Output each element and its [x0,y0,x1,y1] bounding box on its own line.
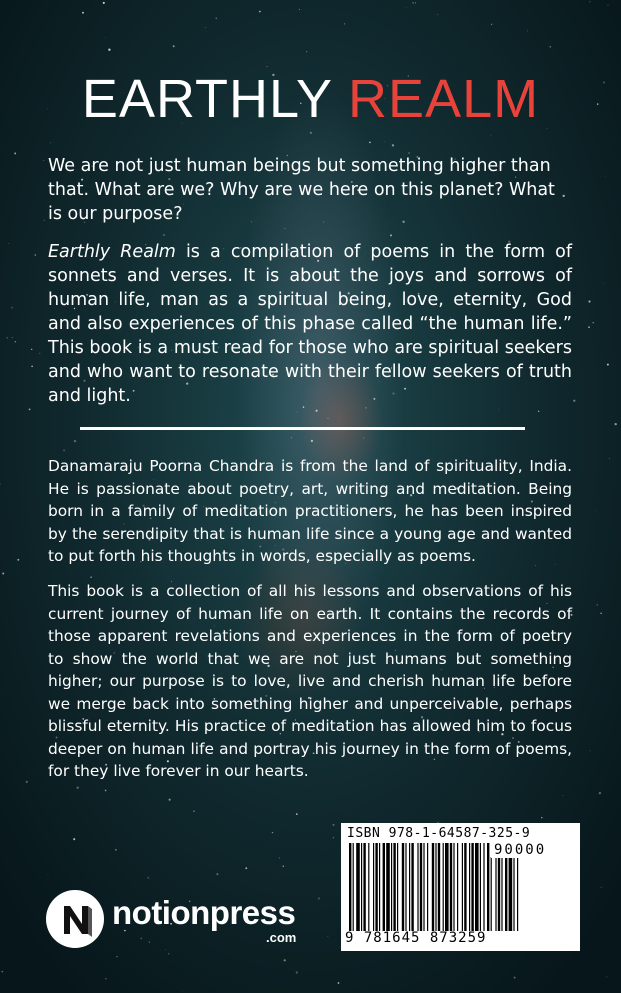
barcode-bar [368,843,369,931]
star [514,977,516,979]
star [328,418,329,419]
barcode-bar [391,843,392,931]
star [609,458,610,459]
barcode-bar [375,843,377,931]
star [1,971,3,973]
star [8,243,9,244]
barcode-bar [457,843,458,931]
star [600,613,601,614]
star [11,307,13,309]
barcode-bar [379,843,380,931]
star [406,7,407,8]
star [31,349,32,350]
barcode-bar [471,843,473,931]
star [549,46,551,48]
star [363,438,364,439]
star [77,787,79,789]
star [369,141,371,143]
star [168,953,169,954]
star [310,132,312,134]
description-paragraph [48,240,572,408]
star [259,11,261,13]
star [316,410,318,412]
barcode-bar [491,857,492,931]
star [216,18,217,19]
star [282,865,284,867]
barcode-bar [445,843,449,931]
book-summary-paragraph: This book is a collection of all his lessons and observations of his current journey of human life on earth. It contains the records of those apparent revelations and experiences in the form of poetry to show the world that we are not just humans but something higher; our purpose is to love, live and cherish human life before we merge back into something higher and unperceivable, perhaps blissful eternity. His practice of meditation has allowed him to focus deeper on human life and portray his journey in the form of poems, for they live forever in our hearts. [48,582,572,780]
star [538,411,539,412]
star [338,982,340,984]
star [595,510,596,511]
book-title [0,68,621,130]
star [573,400,575,402]
description-text: is a compilation of poems in the form of sonnets and verses. It is about the joys and sorrows of human life, man as a spiritual being, love, eternity, God and also experiences of this phase called “the human life.” This book is a must read for those who are spiritual seekers and who want to resonate with their fellow seekers of truth and light. [48,242,572,406]
star [267,66,268,67]
barcode-bar [402,843,404,931]
star [597,604,598,605]
barcode-bar [517,857,518,931]
barcode-bar [417,843,418,931]
star [108,49,110,51]
star [26,781,28,783]
star [44,220,45,221]
barcode-bar [483,843,484,931]
star [193,810,194,811]
star [599,792,601,794]
barcode-bar [469,843,470,931]
star [392,144,394,146]
barcode-bar [453,843,454,931]
star [344,23,345,24]
star [103,2,105,4]
barcode-bar [464,843,466,931]
star [104,37,105,38]
publisher-logo [46,890,306,950]
star [50,142,51,143]
star [14,152,16,154]
barcode-bar [423,843,424,931]
star [608,5,609,6]
star [279,857,280,858]
star [328,936,329,937]
isbn-text: ISBN 978-1-64587-325-9 [347,826,531,841]
star [216,873,218,875]
barcode-bar [409,843,410,931]
star [105,978,106,979]
star [593,322,594,323]
star [205,27,206,28]
barcode-bar [373,843,374,931]
star [2,573,4,575]
intro-paragraph: We are not just human beings but something higher than that. What are we? Why are we here on this planet? What is our purpose? [48,156,555,224]
star [390,234,392,236]
star [29,408,31,410]
star [296,971,298,973]
barcode-bar [432,843,434,931]
barcode-bar [361,843,362,931]
star [615,423,617,425]
publisher-domain: .com [266,930,297,945]
barcode-bar [480,843,481,931]
star [311,440,313,442]
barcode-digits: 9 781645 873259 [345,930,487,946]
star [588,326,590,328]
barcode-bar [462,843,463,931]
star [603,283,604,284]
star [163,234,165,236]
star [606,976,607,977]
barcode-bar [487,843,489,931]
star [541,817,542,818]
barcode-bar [450,843,452,931]
star [291,437,292,438]
star [15,341,17,343]
barcode-bar [393,843,395,931]
star [589,1,590,2]
barcode-bar [475,843,479,931]
star [588,300,590,302]
star [115,849,117,851]
star [562,795,563,796]
star [498,409,499,410]
star [48,875,49,876]
star [285,228,286,229]
star [607,364,609,366]
star [284,959,286,961]
title-part-realm: REALM [348,69,540,129]
star [590,750,591,751]
barcode-bar [349,843,351,931]
barcode-bar [509,857,513,931]
star [296,813,298,815]
barcode-bar [498,857,500,931]
star [31,366,32,367]
star [183,991,184,992]
star [74,440,76,442]
star [605,176,606,177]
barcode-bar [383,843,385,931]
barcode-bar [356,843,360,931]
star [43,160,44,161]
star [82,12,84,14]
star [297,411,298,412]
star [116,956,117,957]
barcode-bar [411,843,413,931]
star [245,867,247,869]
star [35,254,37,256]
barcode-bar [405,843,406,931]
star [0,483,1,484]
barcode-bar [386,843,390,931]
barcode-bar [501,857,502,931]
barcode-bar [495,857,496,931]
star [17,559,19,561]
star [415,2,416,3]
star [490,135,491,136]
publisher-name: notionpress [112,894,296,931]
star [90,576,92,578]
star [527,31,528,32]
star [6,337,8,339]
barcode-bar [420,843,422,931]
barcode-bar [427,843,428,931]
star [272,832,273,833]
star [332,824,334,826]
notionpress-logo-icon [46,890,104,948]
star [318,897,320,899]
barcode-bar [363,843,365,931]
star [173,45,175,47]
barcode-bar [513,857,514,931]
star [333,837,334,838]
star [384,141,385,142]
barcode-bar [435,843,436,931]
author-bio-paragraph: Danamaraju Poorna Chandra is from the land of spirituality, India. He is passionate about poetry, art, writing and meditation. Being born in a family of meditation practitioners, he has been inspired by the serendipity that is human life since a young age and wanted to put forth his thoughts in words, especially as poems. [48,457,572,565]
star [306,51,307,52]
section-divider [80,427,525,430]
star [437,14,438,15]
star [73,838,75,840]
price-code: 90000 [491,842,549,858]
star [412,2,413,3]
description-book-name: Earthly Realm [48,242,176,262]
barcode-bar [438,843,440,931]
star [299,9,300,10]
star [39,353,40,354]
star [105,790,107,792]
barcode-bar [397,843,398,931]
star [63,449,65,451]
star [601,887,602,888]
barcode-bar [505,857,507,931]
barcode-bar [353,843,354,931]
isbn-barcode [341,823,580,951]
star [12,337,13,338]
barcode-bar [443,843,444,931]
star [147,877,148,878]
title-part-earthly: EARTHLY [81,69,349,129]
star [169,799,171,801]
star [491,24,492,25]
